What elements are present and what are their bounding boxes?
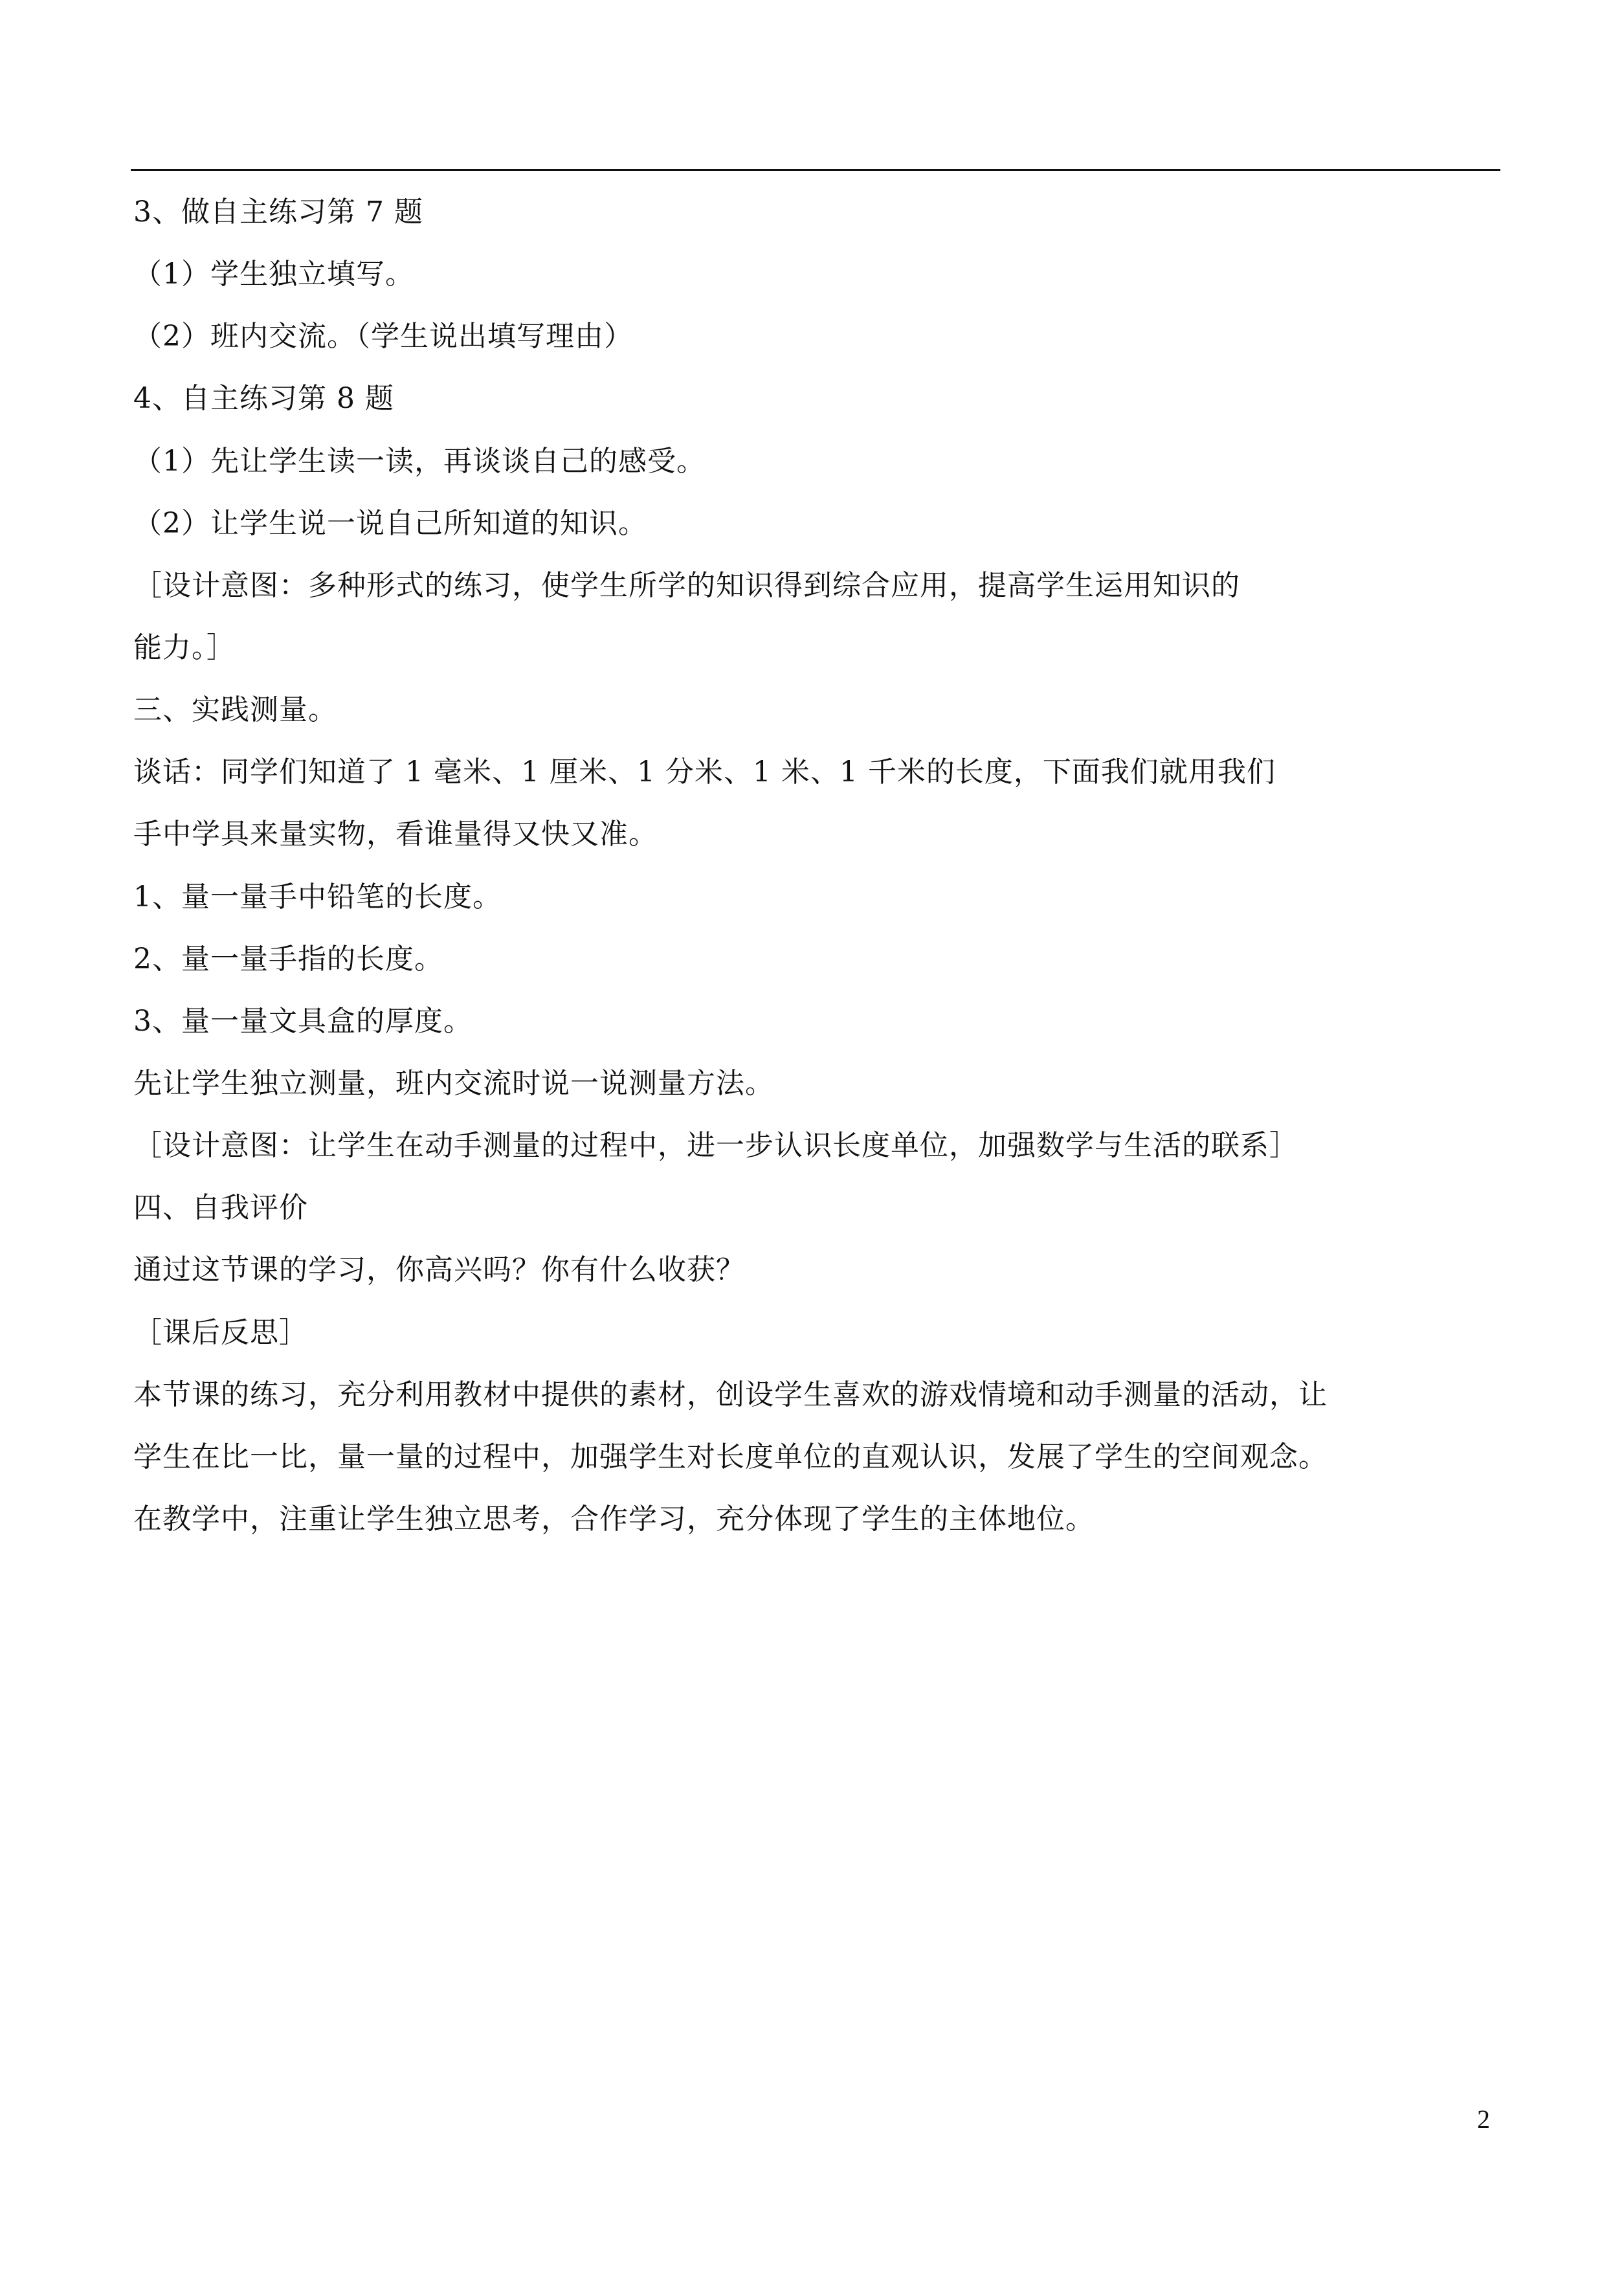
text-line: 本节课的练习，充分利用教材中提供的素材，创设学生喜欢的游戏情境和动手测量的活动，让 bbox=[133, 1378, 1328, 1411]
text-line: 手中学具来量实物，看谁量得又快又准。 bbox=[133, 818, 658, 851]
text-line: （1）先让学生读一读，再谈谈自己的感受。 bbox=[133, 445, 706, 478]
text-line: 2、量一量手指的长度。 bbox=[133, 943, 443, 976]
text-line: （2）让学生说一说自己所知道的知识。 bbox=[133, 507, 647, 540]
text-line: ［课后反思］ bbox=[133, 1316, 308, 1349]
text-line: 谈话：同学们知道了 1 毫米、1 厘米、1 分米、1 米、1 千米的长度，下面我们就用我们 bbox=[133, 755, 1276, 789]
text-line: 在教学中，注重让学生独立思考，合作学习，充分体现了学生的主体地位。 bbox=[133, 1503, 1095, 1536]
text-line: 1、量一量手中铅笔的长度。 bbox=[133, 880, 502, 913]
text-line: ［设计意图：让学生在动手测量的过程中，进一步认识长度单位，加强数学与生活的联系］ bbox=[133, 1129, 1298, 1162]
text-line: 学生在比一比，量一量的过程中，加强学生对长度单位的直观认识，发展了学生的空间观念。 bbox=[133, 1440, 1328, 1473]
header-rule bbox=[131, 169, 1500, 171]
section-heading: 三、实践测量。 bbox=[133, 693, 337, 726]
section-heading: 四、自我评价 bbox=[133, 1191, 308, 1224]
text-line: 3、量一量文具盒的厚度。 bbox=[133, 1005, 473, 1038]
page-number: 2 bbox=[1477, 2105, 1490, 2134]
text-line: （2）班内交流。（学生说出填写理由） bbox=[133, 320, 633, 353]
text-line: 先让学生独立测量，班内交流时说一说测量方法。 bbox=[133, 1067, 774, 1100]
text-line: 能力。］ bbox=[133, 631, 236, 664]
text-line: 通过这节课的学习，你高兴吗？你有什么收获？ bbox=[133, 1253, 745, 1286]
text-line: （1）学生独立填写。 bbox=[133, 258, 414, 291]
text-line: 4、自主练习第 8 题 bbox=[133, 382, 394, 415]
text-line: ［设计意图：多种形式的练习，使学生所学的知识得到综合应用，提高学生运用知识的 bbox=[133, 569, 1240, 602]
text-line: 3、做自主练习第 7 题 bbox=[133, 196, 423, 229]
